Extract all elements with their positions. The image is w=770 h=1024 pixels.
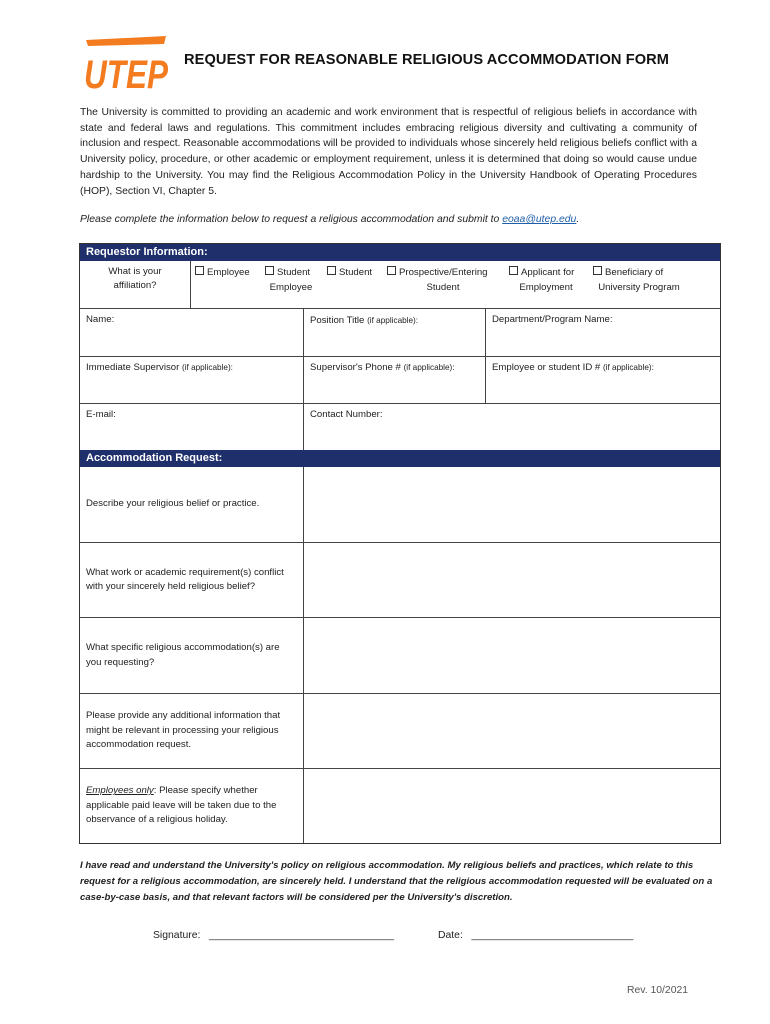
affiliation-options [190, 261, 720, 308]
affiliation-option-employee[interactable]: Employee [195, 265, 255, 304]
affiliation-option-applicant[interactable]: Applicant for Employment [509, 265, 583, 304]
question-row [80, 768, 720, 843]
question-additional-info: Please provide any additional information that might be relevant in processing your religious accommodation request. [86, 710, 281, 751]
date-line[interactable]: Date: ____________________________ [438, 930, 634, 941]
email-link[interactable]: eoaa@utep.edu [502, 214, 577, 225]
revision-label: Rev. 10/2021 [627, 985, 689, 996]
checkbox-icon[interactable] [195, 266, 204, 275]
checkbox-icon[interactable] [327, 266, 336, 275]
supervisor-field[interactable]: Immediate Supervisor (if applicable): [86, 362, 233, 373]
intro-paragraph: The University is committed to providing an academic and work environment that is respectful of religious beliefs in accordance with state and federal laws and regulations. This commitment includes embracing religious diversity and cultivating a community of inclusion and respect. Reasonable accommodations will be provided to individuals whose sincerely held religious beliefs conflict with a University policy, procedure, or other academic or employment requirement, unless it is determined that doing so would cause undue hardship to the University. You may find the Religious Accommodation Policy in the University Handbook of Operating Procedures (HOP), Section VI, Chapter 5. [80, 107, 697, 197]
question-row [80, 467, 720, 542]
question-conflict: What work or academic requirement(s) conflict with your sincerely held religious belief? [86, 566, 284, 592]
contact-number-field[interactable]: Contact Number: [303, 404, 720, 450]
question-belief: Describe your religious belief or practice. [86, 498, 260, 510]
accommodation-section-header: Accommodation Request: [80, 450, 720, 467]
answer-additional-info-field[interactable] [303, 694, 720, 768]
utep-logo [80, 34, 172, 96]
checkbox-icon[interactable] [593, 266, 602, 275]
department-field[interactable]: Department/Program Name: [485, 309, 720, 356]
answer-paid-leave-field[interactable] [303, 769, 720, 843]
signature-line[interactable]: Signature: ________________________________ [153, 930, 394, 941]
contact-row [80, 403, 720, 450]
request-form-table [79, 243, 721, 844]
affiliation-option-student-employee[interactable]: Student Employee [265, 265, 317, 304]
email-field[interactable]: E-mail: [86, 409, 116, 420]
answer-belief-field[interactable] [303, 467, 720, 542]
position-title-field[interactable]: Position Title (if applicable): [303, 309, 485, 356]
name-row [80, 308, 720, 356]
affiliation-label: What is your affiliation? [108, 266, 162, 291]
requestor-section-header: Requestor Information: [80, 244, 720, 261]
supervisor-phone-field[interactable]: Supervisor's Phone # (if applicable): [303, 357, 485, 403]
question-row [80, 617, 720, 693]
svg-text:UTEP: UTEP [84, 53, 169, 97]
name-field[interactable]: Name: [86, 314, 115, 325]
signature-label: Signature: [153, 930, 201, 941]
date-label: Date: [438, 930, 463, 941]
question-paid-leave: Employees only: Please specify whether applicable paid leave will be taken due to the observance of a religious holiday. [86, 785, 277, 826]
question-row [80, 542, 720, 617]
submission-instructions: Please complete the information below to request a religious accommodation and submit to eoaa@utep.edu. [80, 214, 580, 225]
affiliation-option-prospective-student[interactable]: Prospective/Entering Student [387, 265, 499, 304]
form-title: REQUEST FOR REASONABLE RELIGIOUS ACCOMMODATION FORM [184, 52, 670, 68]
checkbox-icon[interactable] [509, 266, 518, 275]
employee-id-field[interactable]: Employee or student ID # (if applicable): [485, 357, 720, 403]
answer-conflict-field[interactable] [303, 543, 720, 617]
answer-accommodation-field[interactable] [303, 618, 720, 693]
question-accommodation: What specific religious accommodation(s) are you requesting? [86, 642, 280, 668]
acknowledgement-statement: I have read and understand the University's policy on religious accommodation. My religious beliefs and practices, which relate to this request for a religious accommodation, are sincerely held. I understand that the religious accommodation requested will be evaluated on a case-by-case basis, and that relevant factors will be considered per the University's discretion. [80, 860, 713, 903]
question-row [80, 693, 720, 768]
affiliation-option-beneficiary[interactable]: Beneficiary of University Program [593, 265, 685, 304]
checkbox-icon[interactable] [265, 266, 274, 275]
checkbox-icon[interactable] [387, 266, 396, 275]
affiliation-option-student[interactable]: Student [327, 265, 377, 304]
affiliation-row [80, 261, 720, 308]
supervisor-row [80, 356, 720, 403]
